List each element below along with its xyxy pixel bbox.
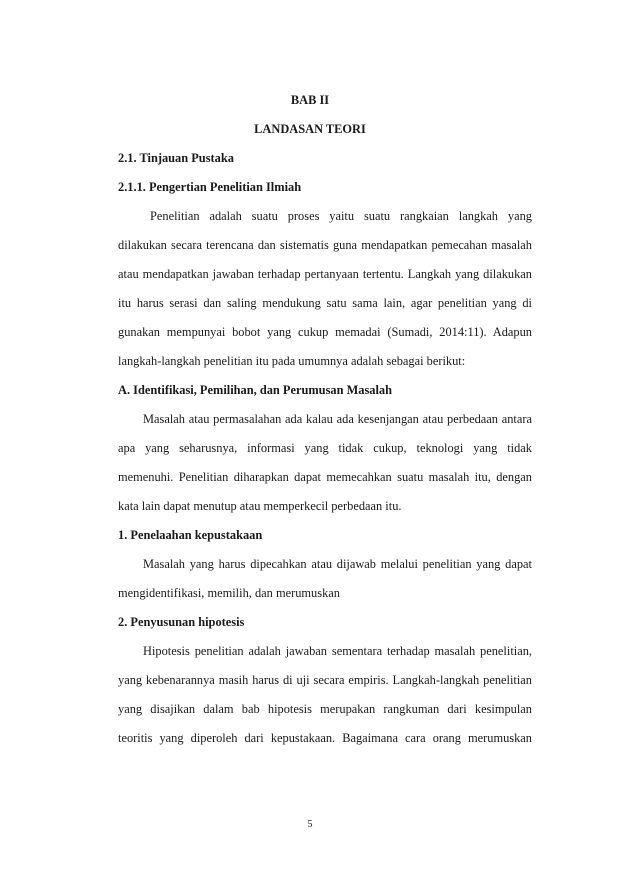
paragraph-line: teoritis yang diperoleh dari kepustakaan. Bagaimana cara orang merumuskan [118,731,532,745]
paragraph-line: memenuhi. Penelitian diharapkan dapat memecahkan suatu masalah itu, dengan [118,470,532,484]
chapter-label: BAB II [290,93,330,107]
section-heading: 2.1. Tinjauan Pustaka [118,151,234,165]
paragraph-line: itu harus serasi dan saling mendukung satu sama lain, agar penelitian yang di [118,296,532,310]
subsection-heading: 2.1.1. Pengertian Penelitian Ilmiah [118,180,302,194]
paragraph-line: gunakan mempunyai bobot yang cukup memadai (Sumadi, 2014:11). Adapun [118,325,532,339]
paragraph-line: Masalah yang harus dipecahkan atau dijawab melalui penelitian yang dapat [143,557,532,571]
paragraph-line: yang disajikan dalam bab hipotesis merupakan rangkuman dari kesimpulan [118,702,532,716]
paragraph-line: dilakukan secara terencana dan sistematis guna mendapatkan pemecahan masalah [118,238,532,252]
paragraph-line: Hipotesis penelitian adalah jawaban sementara terhadap masalah penelitian, [143,644,532,658]
paragraph-line: Masalah atau permasalahan ada kalau ada kesenjangan atau perbedaan antara [143,412,532,426]
paragraph-line: Penelitian adalah suatu proses yaitu suatu rangkaian langkah yang [150,209,532,223]
paragraph-line: apa yang seharusnya, informasi yang tidak cukup, teknologi yang tidak [118,441,532,455]
paragraph-line: mengidentifikasi, memilih, dan merumuskan [118,586,340,600]
page-number: 5 [307,819,313,830]
section-heading: 2. Penyusunan hipotesis [118,615,245,629]
section-heading: 1. Penelaahan kepustakaan [118,528,263,542]
section-heading: A. Identifikasi, Pemilihan, dan Perumusan Masalah [118,383,393,397]
chapter-title: LANDASAN TEORI [254,122,366,136]
paragraph-line: kata lain dapat menutup atau memperkecil perbedaan itu. [118,499,402,513]
paragraph-line: langkah-langkah penelitian itu pada umumnya adalah sebagai berikut: [118,354,466,368]
paragraph-line: yang kebenarannya masih harus di uji secara empiris. Langkah-langkah penelitian [118,673,532,687]
paragraph-line: atau mendapatkan jawaban terhadap pertanyaan tertentu. Langkah yang dilakukan [118,267,532,281]
